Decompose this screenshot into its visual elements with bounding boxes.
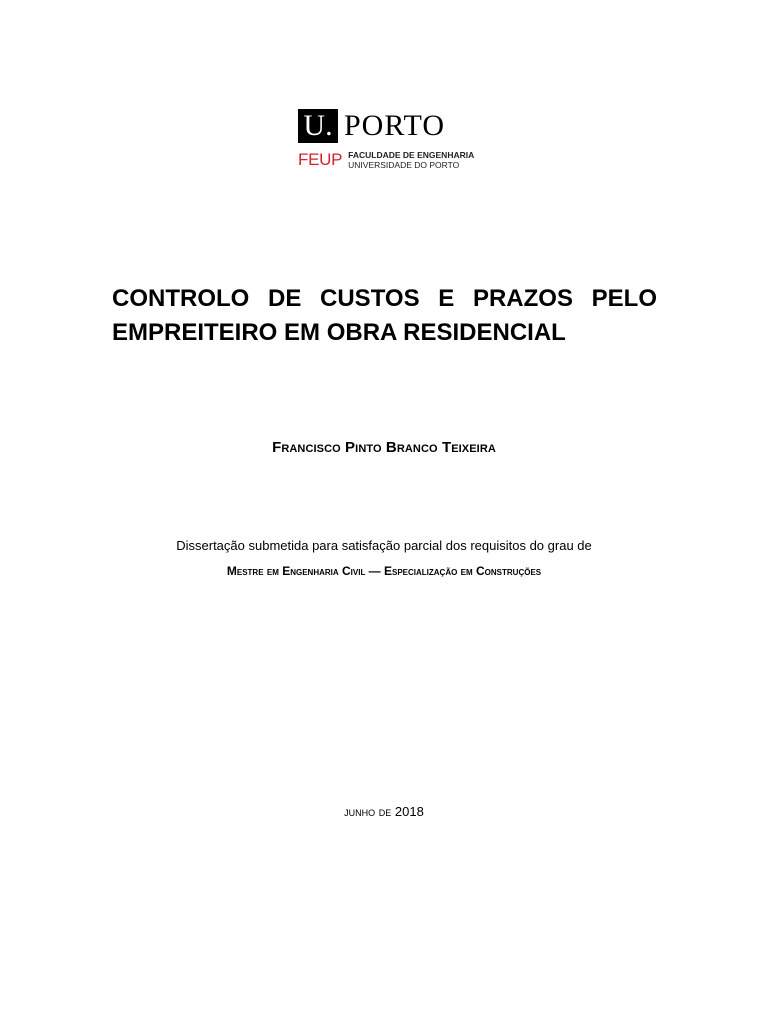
- dissertation-statement: Dissertação submetida para satisfação parcial dos requisitos do grau de: [176, 538, 592, 553]
- thesis-title-line-1: CONTROLO DE CUSTOS E PRAZOS PELO: [112, 285, 657, 312]
- submission-date: junho de 2018: [344, 804, 424, 819]
- faculty-name: [348, 150, 474, 170]
- degree-name: Mestre em Engenharia Civil — Especialização em Construções: [226, 564, 542, 578]
- faculty-line-2: UNIVERSIDADE DO PORTO: [348, 160, 460, 170]
- thesis-title: [112, 282, 657, 350]
- uporto-wordmark: [298, 108, 445, 144]
- feup-wordmark: [298, 150, 474, 170]
- author-name: Francisco Pinto Branco Teixeira: [272, 439, 496, 456]
- thesis-title-line-2: EMPREITEIRO EM OBRA RESIDENCIAL: [112, 319, 566, 346]
- u-mark-box: U.: [298, 109, 338, 143]
- uporto-feup-logo: [298, 108, 478, 174]
- feup-acronym: FEUP: [298, 150, 343, 169]
- porto-word: PORTO: [344, 109, 446, 142]
- faculty-line-1: FACULDADE DE ENGENHARIA: [348, 150, 475, 160]
